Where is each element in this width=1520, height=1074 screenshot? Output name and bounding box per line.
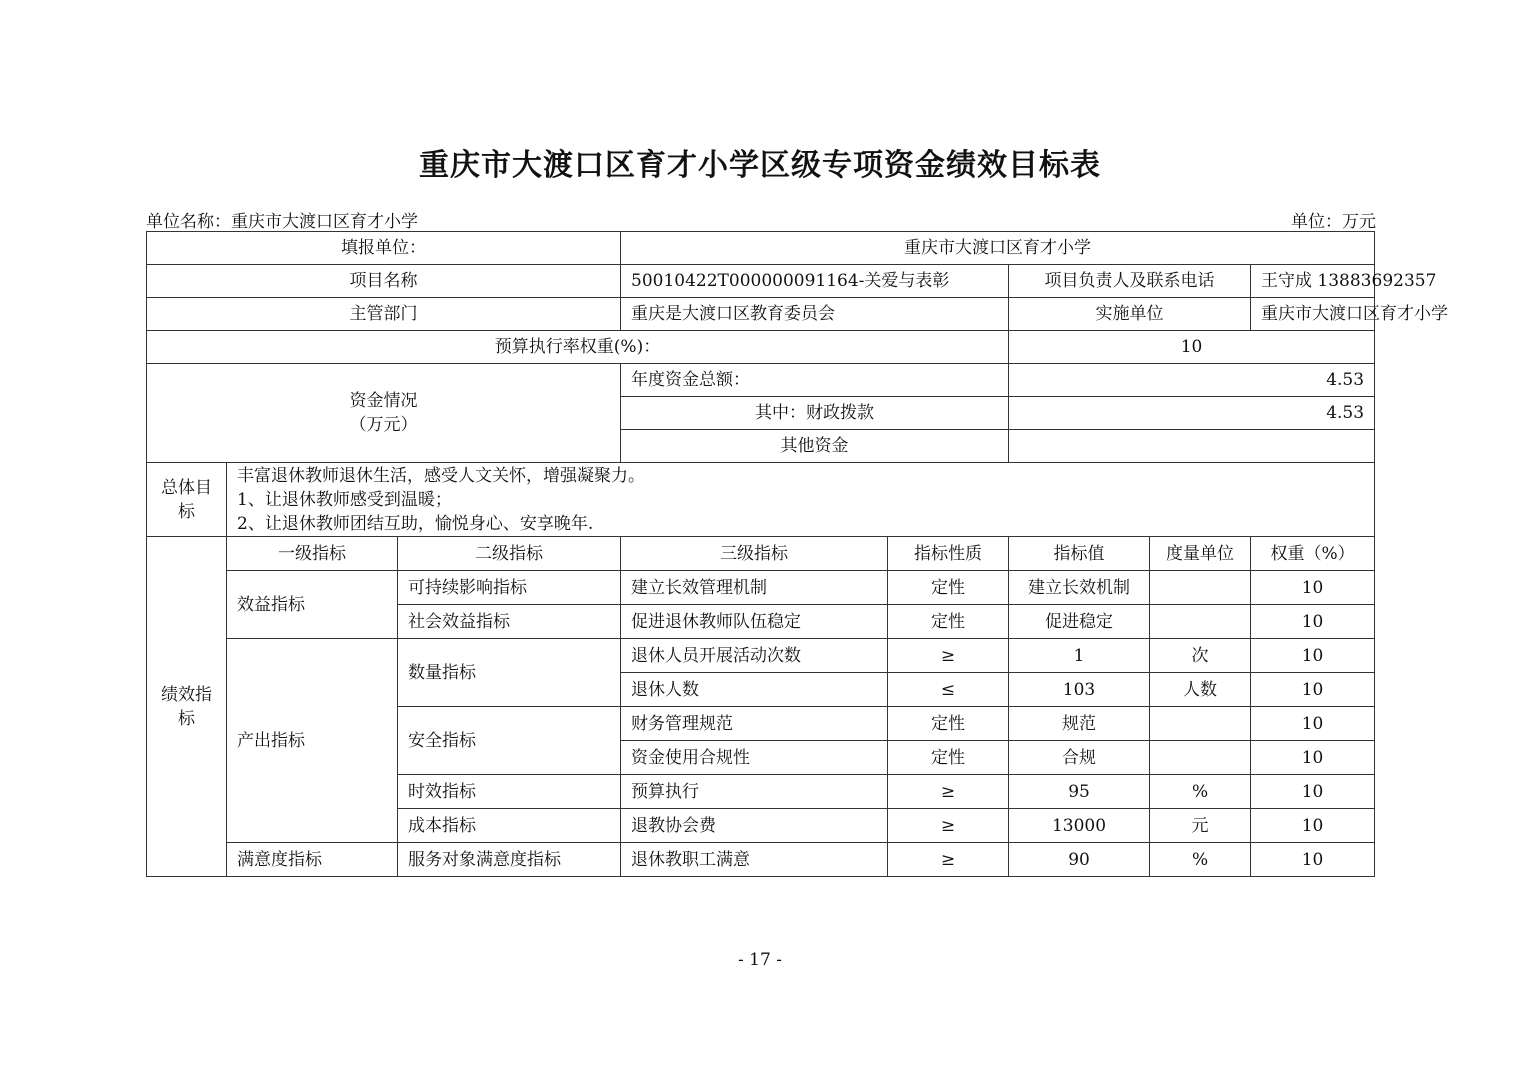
- nature-cell: 定性: [888, 571, 1009, 605]
- weight-cell: 10: [1251, 673, 1375, 707]
- overall-goal-line-1: 丰富退休教师退休生活，感受人文关怀，增强凝聚力。: [237, 465, 645, 486]
- indicator-header-row: [147, 537, 1375, 571]
- value-cell: 合规: [1009, 741, 1150, 775]
- level2-quantity: 数量指标: [398, 639, 621, 707]
- header-unit: 度量单位: [1150, 537, 1251, 571]
- annual-total-value: 4.53: [1009, 364, 1375, 397]
- overall-goal-line-3: 2、让退休教师团结互助，愉悦身心、安享晚年.: [237, 513, 594, 534]
- nature-cell: 定性: [888, 605, 1009, 639]
- page-number: - 17 -: [738, 950, 782, 970]
- weight-cell: 10: [1251, 775, 1375, 809]
- project-name-row: [147, 265, 1375, 298]
- weight-cell: 10: [1251, 605, 1375, 639]
- fiscal-value: 4.53: [1009, 397, 1375, 430]
- header-value: 指标值: [1009, 537, 1150, 571]
- table-row: [147, 571, 1375, 605]
- performance-target-table: [146, 231, 1449, 877]
- annual-total-row: [147, 364, 1375, 397]
- weight-cell: 10: [1251, 809, 1375, 843]
- unit-cell: 次: [1150, 639, 1251, 673]
- level3-cell: 预算执行: [621, 775, 888, 809]
- dept-row: [147, 298, 1375, 331]
- nature-cell: ≥: [888, 775, 1009, 809]
- nature-cell: 定性: [888, 707, 1009, 741]
- unit-cell: [1150, 571, 1251, 605]
- value-cell: 13000: [1009, 809, 1150, 843]
- other-fund-value: [1009, 430, 1375, 463]
- level1-satisfaction: 满意度指标: [227, 843, 398, 877]
- header-level3: 三级指标: [621, 537, 888, 571]
- level2-timeliness: 时效指标: [398, 775, 621, 809]
- other-fund-label: 其他资金: [621, 430, 1009, 463]
- weight-cell: 10: [1251, 741, 1375, 775]
- level3-cell: 退休人员开展活动次数: [621, 639, 888, 673]
- level1-output: 产出指标: [227, 639, 398, 843]
- unit-label: 单位：万元: [1291, 212, 1376, 232]
- table-row: [147, 639, 1375, 673]
- weight-cell: 10: [1251, 843, 1375, 877]
- value-cell: 促进稳定: [1009, 605, 1150, 639]
- weight-cell: 10: [1251, 639, 1375, 673]
- impl-value: 重庆市大渡口区育才小学: [1251, 298, 1375, 331]
- impl-label: 实施单位: [1009, 298, 1251, 331]
- header-weight: 权重（%）: [1251, 537, 1375, 571]
- page-title: 重庆市大渡口区育才小学区级专项资金绩效目标表: [419, 148, 1101, 183]
- overall-goal-label: [147, 463, 227, 537]
- level2-service: 服务对象满意度指标: [398, 843, 621, 877]
- fill-unit-label: 填报单位：: [147, 232, 621, 265]
- unit-cell: 人数: [1150, 673, 1251, 707]
- unit-cell: [1150, 605, 1251, 639]
- value-cell: 规范: [1009, 707, 1150, 741]
- level3-cell: 退休人数: [621, 673, 888, 707]
- overall-goal-label-line-2: 标: [178, 501, 195, 522]
- fill-unit-value: 重庆市大渡口区育才小学: [621, 232, 1375, 265]
- value-cell: 1: [1009, 639, 1150, 673]
- fund-label: [147, 364, 621, 463]
- fill-unit-row: [147, 232, 1375, 265]
- header-nature: 指标性质: [888, 537, 1009, 571]
- weight-cell: 10: [1251, 571, 1375, 605]
- level2-social: 社会效益指标: [398, 605, 621, 639]
- annual-total-label: 年度资金总额：: [621, 364, 1009, 397]
- unit-cell: %: [1150, 843, 1251, 877]
- fund-label-line-1: 资金情况: [349, 391, 418, 411]
- value-cell: 95: [1009, 775, 1150, 809]
- header-level2: 二级指标: [398, 537, 621, 571]
- perf-indicator-label-line-2: 标: [178, 708, 195, 729]
- level3-cell: 建立长效管理机制: [621, 571, 888, 605]
- overall-goal-label-line-1: 总体目: [161, 477, 212, 498]
- contact-value: 王守成 13883692357: [1251, 265, 1375, 298]
- level2-cost: 成本指标: [398, 809, 621, 843]
- value-cell: 90: [1009, 843, 1150, 877]
- fiscal-label: 其中：财政拨款: [621, 397, 1009, 430]
- overall-goal-row: [147, 463, 1375, 537]
- budget-weight-row: [147, 331, 1375, 364]
- level3-cell: 资金使用合规性: [621, 741, 888, 775]
- level3-cell: 促进退休教师队伍稳定: [621, 605, 888, 639]
- perf-indicator-label-line-1: 绩效指: [161, 684, 212, 705]
- weight-cell: 10: [1251, 707, 1375, 741]
- nature-cell: ≥: [888, 639, 1009, 673]
- level3-cell: 退休教职工满意: [621, 843, 888, 877]
- nature-cell: ≥: [888, 809, 1009, 843]
- unit-cell: 元: [1150, 809, 1251, 843]
- level1-benefit: 效益指标: [227, 571, 398, 639]
- nature-cell: ≥: [888, 843, 1009, 877]
- table-row: [147, 843, 1375, 877]
- value-cell: 103: [1009, 673, 1150, 707]
- unit-cell: %: [1150, 775, 1251, 809]
- overall-goal-text: [227, 463, 1375, 537]
- project-name-value: 50010422T000000091164-关爱与表彰: [621, 265, 1009, 298]
- level3-cell: 财务管理规范: [621, 707, 888, 741]
- project-name-label: 项目名称: [147, 265, 621, 298]
- unit-cell: [1150, 741, 1251, 775]
- value-cell: 建立长效机制: [1009, 571, 1150, 605]
- budget-weight-label: 预算执行率权重(%)：: [147, 331, 1009, 364]
- level2-safety: 安全指标: [398, 707, 621, 775]
- perf-indicator-label: [147, 537, 227, 877]
- overall-goal-line-2: 1、让退休教师感受到温暖；: [237, 489, 452, 510]
- nature-cell: 定性: [888, 741, 1009, 775]
- budget-weight-value: 10: [1009, 331, 1375, 364]
- dept-value: 重庆是大渡口区教育委员会: [621, 298, 1009, 331]
- level3-cell: 退教协会费: [621, 809, 888, 843]
- level2-sustain: 可持续影响指标: [398, 571, 621, 605]
- unit-name-label: 单位名称：重庆市大渡口区育才小学: [146, 212, 418, 232]
- nature-cell: ≤: [888, 673, 1009, 707]
- dept-label: 主管部门: [147, 298, 621, 331]
- header-level1: 一级指标: [227, 537, 398, 571]
- unit-cell: [1150, 707, 1251, 741]
- contact-label: 项目负责人及联系电话: [1009, 265, 1251, 298]
- fund-label-line-2: （万元）: [349, 415, 418, 435]
